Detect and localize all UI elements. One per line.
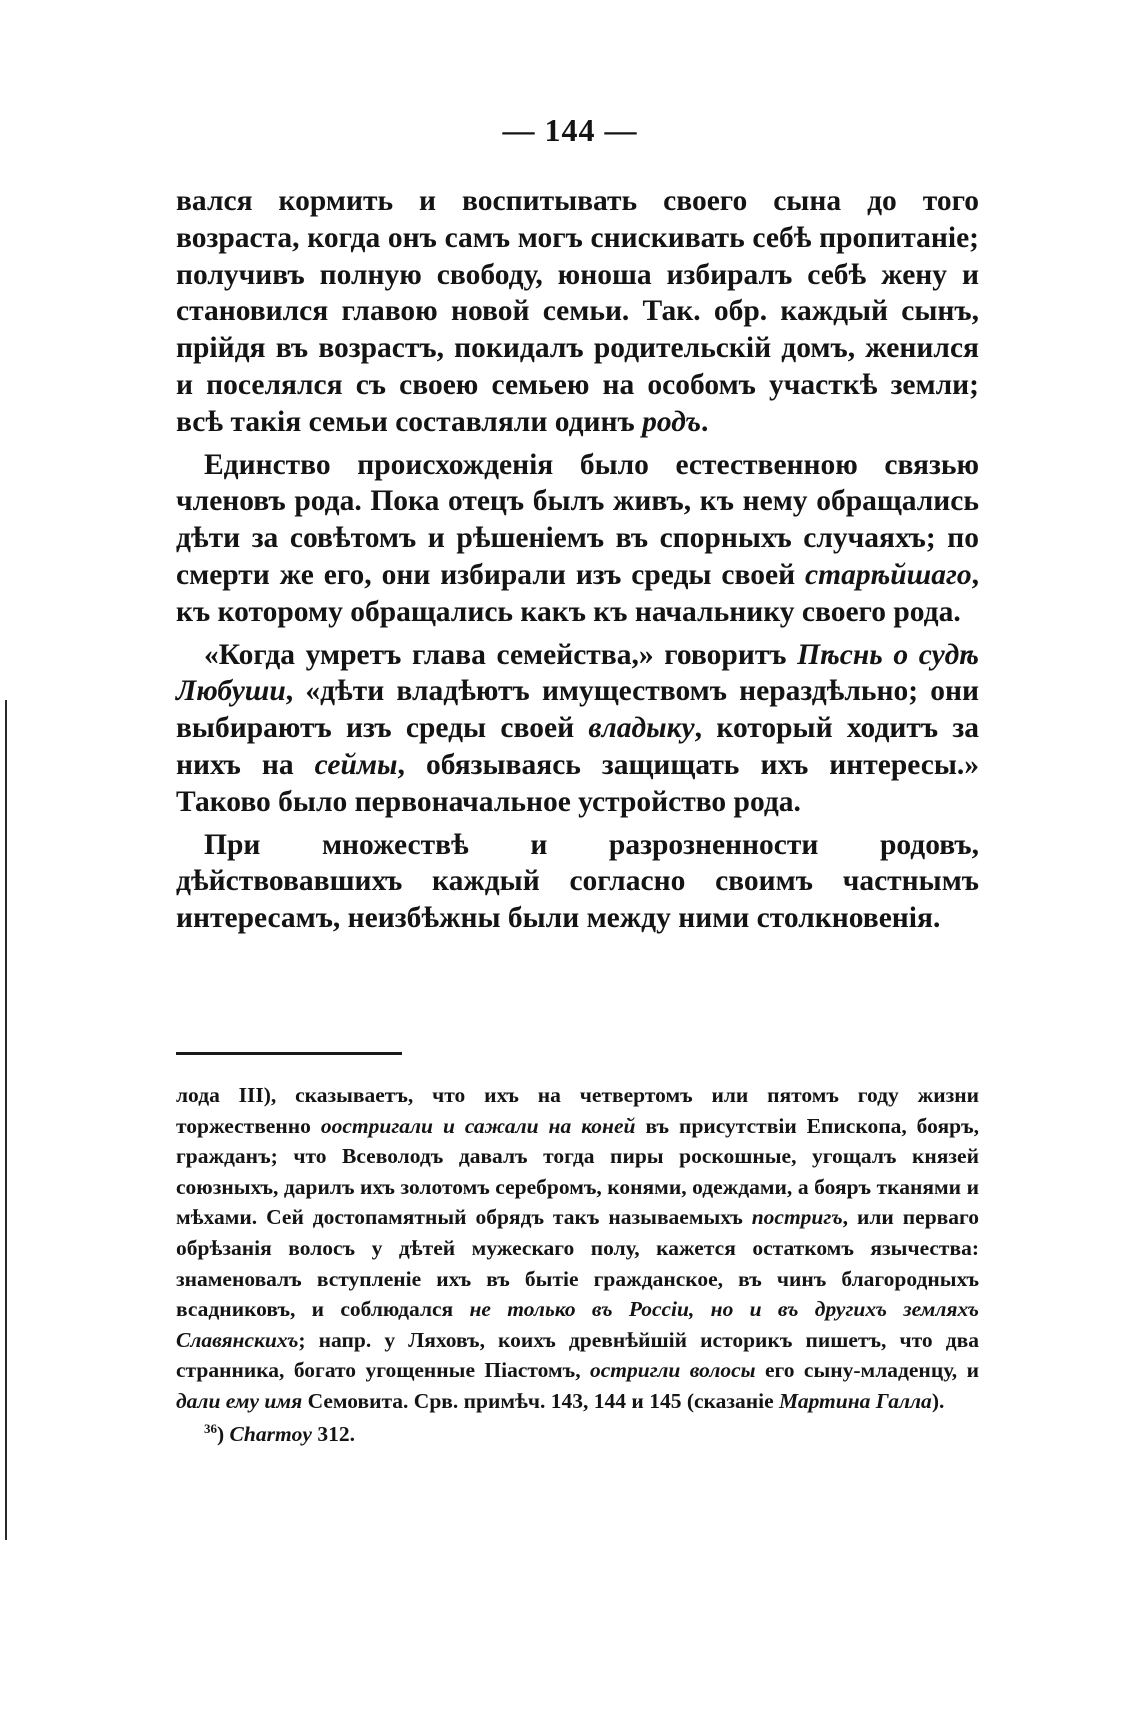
footnotes [176,1080,979,1449]
paragraph-3: «Когда умретъ глава семейства,» говоритъ Пѣснь о судѣ Любуши, «дѣти владѣютъ имуществомъ нераздѣльно; они выбираютъ изъ среды своей владыку, который ходитъ за нихъ на сеймы, обязываясь защищать ихъ интересы.» Таково было первоначальное устройство рода. [176,638,979,818]
paragraph-1: вался кормить и воспитывать своего сына до того возраста, когда онъ самъ могъ снискивать себѣ пропитаніе; получивъ полную свободу, юноша избиралъ себѣ жену и становился главою новой семьи. Так. обр. каждый сынъ, прійдя въ возрастъ, покидалъ родительскій домъ, женился и поселялся съ своею семьею на особомъ участкѣ земли; всѣ такія семьи составляли одинъ родъ. [176,185,979,438]
main-text [176,183,979,937]
paragraph-4: При множествѣ и разрозненности родовъ, дѣйствовавшихъ каждый согласно своимъ частнымъ интересамъ, неизбѣжны были между ними столкновенія. [176,828,979,935]
footnote-continuation: лода III), сказываетъ, что ихъ на четвертомъ или пятомъ году жизни торжественно оостригали и сажали на коней въ присутствіи Епископа, бояръ, гражданъ; что Всеволодъ давалъ тогда пиры роскошные, угощалъ князей союзныхъ, дарилъ ихъ золотомъ серебромъ, конями, одеждами, а бояръ тканями и мѣхами. Сей достопамятный обрядъ такъ называемыхъ постригъ, или перваго обрѣзанія волосъ у дѣтей мужескаго полу, кажется остаткомъ язычества: знаменовалъ вступленіе ихъ въ бытіе гражданское, въ чинъ благородныхъ всадниковъ, и соблюдался не только въ Россіи, но и въ другихъ земляхъ Славянскихъ; напр. у Ляховъ, коихъ древнѣйшій историкъ пишетъ, что два странника, богато угощенные Піастомъ, остригли волосы его сыну-младенцу, и дали ему имя Семовита. Срв. примѣч. 143, 144 и 145 (сказаніе Мартина Галла). [176,1083,979,1413]
page-edge-shadow [5,700,7,1540]
footnote-marker: 36 [204,1420,217,1436]
paragraph-2: Единство происхожденія было естественною связью членовъ рода. Пока отецъ былъ живъ, къ нему обращались дѣти за совѣтомъ и рѣшеніемъ въ спорныхъ случаяхъ; по смерти же его, они избирали изъ среды своей старѣйшаго, къ которому обращались какъ къ начальнику своего рода. [176,448,979,628]
page-number: — 144 — [502,112,638,148]
footnote-36: $^{36}$) Charmoy 312. [204,1420,355,1446]
footnote-separator [176,1052,402,1055]
